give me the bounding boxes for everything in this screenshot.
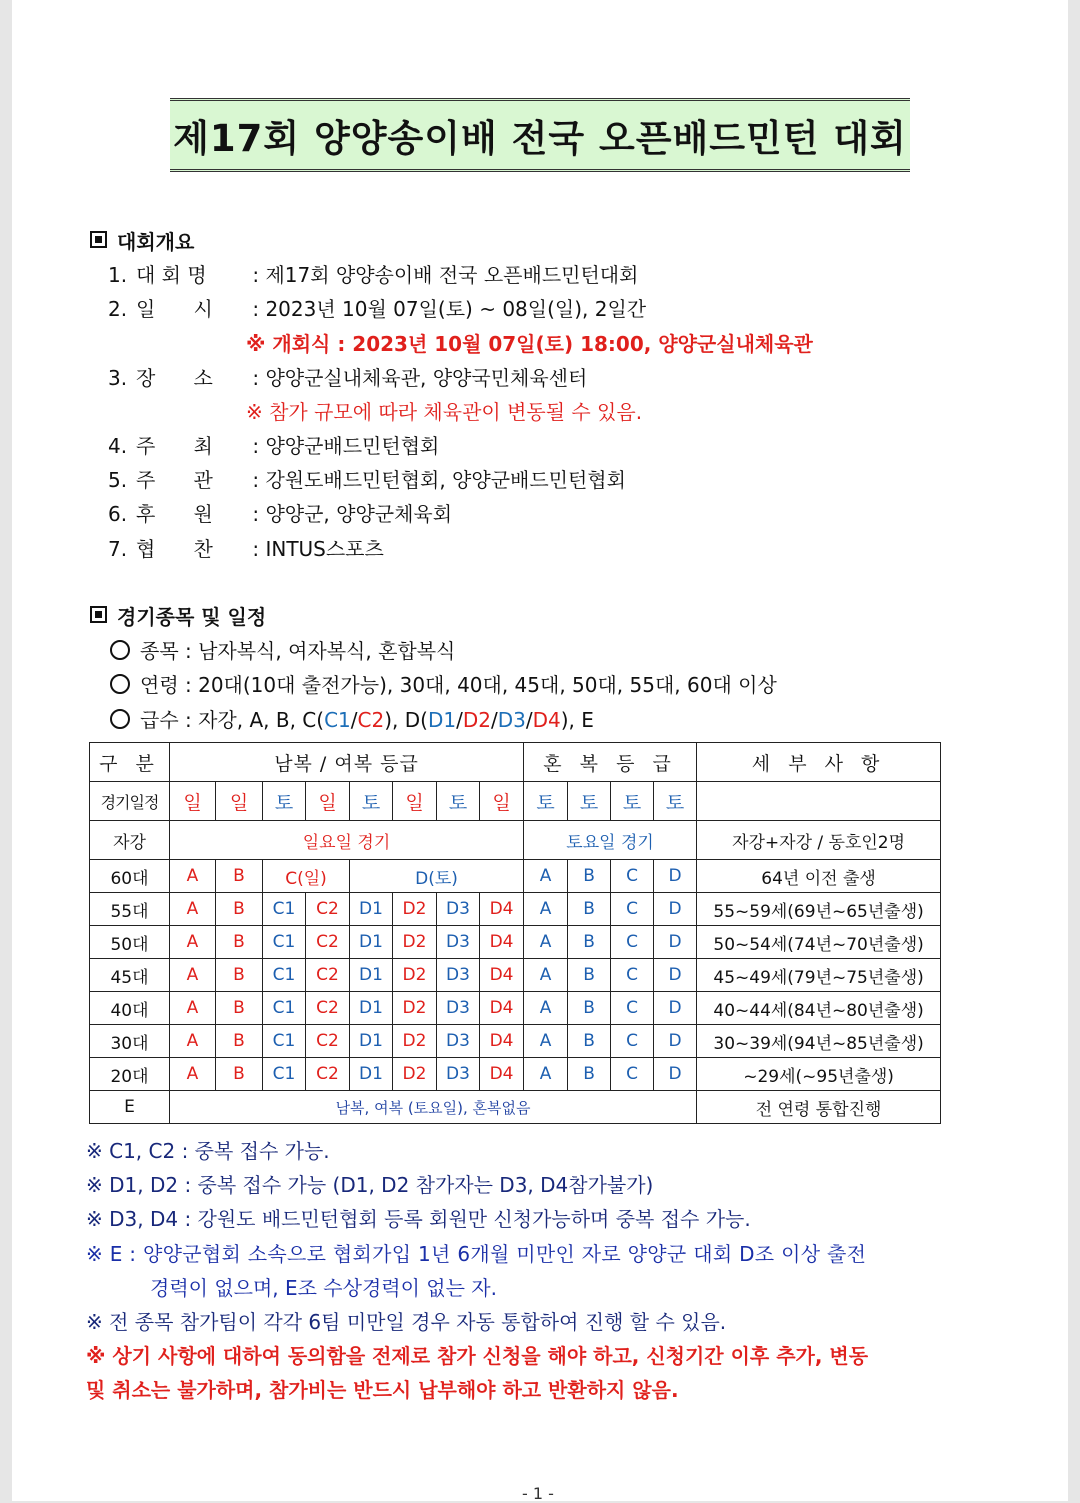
table-row	[90, 1025, 941, 1058]
circle-bullet-icon	[110, 709, 130, 729]
header-detail: 세 부 사 항	[697, 743, 941, 782]
grade-cell: D3	[437, 926, 480, 959]
grade-cell: D4	[480, 1025, 524, 1058]
grade-cell: D1	[350, 1025, 393, 1058]
e-description: 남복, 여복 (토요일), 혼복없음	[170, 1091, 697, 1124]
table-row-60	[90, 860, 941, 893]
page-number: - 1 -	[522, 1484, 554, 1503]
grade-cell: D1	[350, 893, 393, 926]
note-agreement: ※ 상기 사항에 대하여 동의함을 전제로 참가 신청을 해야 하고, 신청기간 이후 추가, 변동	[86, 1344, 869, 1368]
schedule-day: 토	[611, 782, 654, 821]
note-e-cont: 경력이 없으며, E조 수상경력이 없는 자.	[150, 1276, 497, 1300]
grade-cell: B	[216, 959, 263, 992]
grade-cell: C	[611, 992, 654, 1025]
schedule-day: 토	[263, 782, 306, 821]
opening-ceremony-note: ※ 개회식 : 2023년 10월 07일(토) 18:00, 양양군실내체육관	[246, 332, 813, 356]
grade-cell: A	[170, 959, 216, 992]
grade-cell: C	[611, 926, 654, 959]
grade-cell: C1	[263, 992, 306, 1025]
overview-item-cosponsor: 7. 협 찬 : INTUS스포츠	[108, 537, 384, 561]
grade-cell: C1	[263, 926, 306, 959]
grade-cell: C2	[306, 959, 350, 992]
schedule-detail-empty	[697, 782, 941, 821]
grade-cell: D1	[350, 992, 393, 1025]
grade-cell: D2	[393, 1025, 437, 1058]
grade-cell: A	[524, 860, 568, 893]
overview-item-venue: 3. 장 소 : 양양군실내체육관, 양양국민체육센터	[108, 366, 588, 390]
detail-cell: 50~54세(74년~70년출생)	[697, 926, 941, 959]
grade-cell: D	[654, 992, 697, 1025]
detail-cell: 30~39세(94년~85년출생)	[697, 1025, 941, 1058]
grade-cell: D3	[437, 1058, 480, 1091]
jagang-saturday: 토요일 경기	[524, 821, 697, 860]
venue-note: ※ 참가 규모에 따라 체육관이 변동될 수 있음.	[246, 400, 643, 424]
grade-cell: D3	[437, 959, 480, 992]
grade-cell: B	[568, 1058, 611, 1091]
age-cell: 20대	[90, 1058, 170, 1091]
detail-cell: 45~49세(79년~75년출생)	[697, 959, 941, 992]
schedule-day: 토	[654, 782, 697, 821]
overview-item-sponsor: 6. 후 원 : 양양군, 양양군체육회	[108, 502, 453, 526]
detail-cell: 64년 이전 출생	[697, 860, 941, 893]
detail-cell: 전 연령 통합진행	[697, 1091, 941, 1124]
ages-line: 연령 : 20대(10대 출전가능), 30대, 40대, 45대, 50대, 55대, 60대 이상	[110, 669, 777, 698]
note-d12: ※ D1, D2 : 중복 접수 가능 (D1, D2 참가자는 D3, D4참가불가)	[86, 1173, 654, 1197]
grade-cell: A	[524, 1058, 568, 1091]
section-heading-events: 경기종목 및 일정	[90, 601, 266, 630]
grade-cell: B	[216, 926, 263, 959]
grade-cell: A	[524, 1025, 568, 1058]
schedule-day: 토	[568, 782, 611, 821]
section-heading-overview: 대회개요	[90, 226, 194, 255]
grade-cell: A	[170, 1058, 216, 1091]
grade-cell: B	[568, 1025, 611, 1058]
grade-cell: D1	[350, 1058, 393, 1091]
table-row	[90, 893, 941, 926]
age-cell: 50대	[90, 926, 170, 959]
document-page	[12, 0, 1068, 1501]
grade-cell: D2	[393, 926, 437, 959]
grade-cell: C2	[306, 992, 350, 1025]
grade-cell: B	[216, 1058, 263, 1091]
grade-cell: A	[170, 1025, 216, 1058]
grade-cell: B	[216, 893, 263, 926]
grade-cell: D2	[393, 893, 437, 926]
grade-cell: C(일)	[263, 860, 350, 893]
grade-cell: C2	[306, 1058, 350, 1091]
grade-cell: A	[170, 893, 216, 926]
grade-cell: D2	[393, 992, 437, 1025]
grade-cell: C1	[263, 1025, 306, 1058]
grade-cell: C	[611, 893, 654, 926]
grade-cell: A	[524, 926, 568, 959]
grade-cell: A	[170, 860, 216, 893]
schedule-day: 일	[170, 782, 216, 821]
grade-cell: D4	[480, 893, 524, 926]
grade-cell: C1	[263, 1058, 306, 1091]
title-box	[170, 98, 910, 172]
circle-bullet-icon	[110, 640, 130, 660]
grade-cell: D	[654, 860, 697, 893]
header-division: 구 분	[90, 743, 170, 782]
grade-cell: D3	[437, 893, 480, 926]
grades-line: 급수 : 자강, A, B, C(C1/C2), D(D1/D2/D3/D4), E	[110, 704, 594, 733]
table-row	[90, 1058, 941, 1091]
table-row	[90, 992, 941, 1025]
detail-cell: 55~59세(69년~65년출생)	[697, 893, 941, 926]
grade-cell: D3	[437, 992, 480, 1025]
grade-table	[89, 742, 941, 1124]
grade-cell: D(토)	[350, 860, 524, 893]
overview-item-name: 1. 대 회 명 : 제17회 양양송이배 전국 오픈배드민턴대회	[108, 263, 639, 287]
grade-cell: A	[524, 959, 568, 992]
circle-bullet-icon	[110, 674, 130, 694]
grade-cell: B	[216, 992, 263, 1025]
page-title: 제17회 양양송이배 전국 오픈배드민턴 대회	[173, 117, 907, 160]
schedule-day: 토	[524, 782, 568, 821]
square-bullet-icon	[90, 606, 107, 623]
note-e: ※ E : 양양군협회 소속으로 협회가입 1년 6개월 미만인 자로 양양군 대회 D조 이상 출전	[86, 1242, 867, 1266]
age-cell: 60대	[90, 860, 170, 893]
grade-cell: D	[654, 926, 697, 959]
schedule-day: 일	[393, 782, 437, 821]
jagang-row	[90, 821, 941, 860]
grade-cell: B	[568, 893, 611, 926]
grade-cell: A	[524, 893, 568, 926]
schedule-day: 일	[480, 782, 524, 821]
schedule-day: 일	[306, 782, 350, 821]
age-cell: 30대	[90, 1025, 170, 1058]
square-bullet-icon	[90, 231, 107, 248]
note-agreement-cont: 및 취소는 불가하며, 참가비는 반드시 납부해야 하고 반환하지 않음.	[86, 1378, 679, 1402]
note-merge: ※ 전 종목 참가팀이 각각 6팀 미만일 경우 자동 통합하여 진행 할 수 있음.	[86, 1310, 727, 1334]
grade-cell: D4	[480, 926, 524, 959]
grade-cell: C	[611, 860, 654, 893]
age-cell: 55대	[90, 893, 170, 926]
schedule-day: 토	[437, 782, 480, 821]
grade-cell: C	[611, 959, 654, 992]
schedule-day: 일	[216, 782, 263, 821]
events-line: 종목 : 남자복식, 여자복식, 혼합복식	[110, 635, 455, 664]
table-header-row	[90, 743, 941, 782]
detail-cell: ~29세(~95년출생)	[697, 1058, 941, 1091]
age-cell: 45대	[90, 959, 170, 992]
grade-cell: B	[216, 1025, 263, 1058]
grade-cell: D4	[480, 1058, 524, 1091]
grade-cell: C	[611, 1058, 654, 1091]
grade-cell: B	[568, 992, 611, 1025]
grade-cell: D4	[480, 992, 524, 1025]
jagang-detail: 자강+자강 / 동호인2명	[697, 821, 941, 860]
grade-cell: A	[170, 992, 216, 1025]
header-mixed-grade: 혼 복 등 급	[524, 743, 697, 782]
schedule-day: 토	[350, 782, 393, 821]
header-men-women-grade: 남복 / 여복 등급	[170, 743, 524, 782]
age-cell: 40대	[90, 992, 170, 1025]
grade-cell: D1	[350, 959, 393, 992]
grade-cell: B	[568, 959, 611, 992]
grade-cell: D4	[480, 959, 524, 992]
grade-cell: D3	[437, 1025, 480, 1058]
detail-cell: 40~44세(84년~80년출생)	[697, 992, 941, 1025]
grade-cell: D1	[350, 926, 393, 959]
grade-cell: D2	[393, 959, 437, 992]
schedule-label: 경기일정	[90, 782, 170, 821]
table-row-e	[90, 1091, 941, 1124]
overview-item-host: 4. 주 최 : 양양군배드민턴협회	[108, 434, 440, 458]
grade-cell: D2	[393, 1058, 437, 1091]
grade-cell: A	[170, 926, 216, 959]
grade-cell: D	[654, 1058, 697, 1091]
grade-cell: B	[568, 860, 611, 893]
grade-cell: B	[216, 860, 263, 893]
table-row	[90, 959, 941, 992]
overview-item-organizer: 5. 주 관 : 강원도배드민턴협회, 양양군배드민턴협회	[108, 468, 626, 492]
jagang-sunday: 일요일 경기	[170, 821, 524, 860]
grade-cell: D	[654, 1025, 697, 1058]
note-d34: ※ D3, D4 : 강원도 배드민턴협회 등록 회원만 신청가능하며 중복 접수 가능.	[86, 1207, 751, 1231]
overview-item-date: 2. 일 시 : 2023년 10월 07일(토) ~ 08일(일), 2일간	[108, 297, 647, 321]
grade-cell: D	[654, 959, 697, 992]
grade-cell: C1	[263, 959, 306, 992]
grade-cell: A	[524, 992, 568, 1025]
grade-cell: C2	[306, 926, 350, 959]
jagang-label: 자강	[90, 821, 170, 860]
grade-cell: C	[611, 1025, 654, 1058]
grade-cell: D	[654, 893, 697, 926]
note-c: ※ C1, C2 : 중복 접수 가능.	[86, 1139, 330, 1163]
table-row	[90, 926, 941, 959]
schedule-row	[90, 782, 941, 821]
grade-cell: C2	[306, 893, 350, 926]
age-cell: E	[90, 1091, 170, 1124]
grade-cell: C1	[263, 893, 306, 926]
grade-cell: B	[568, 926, 611, 959]
grade-cell: C2	[306, 1025, 350, 1058]
